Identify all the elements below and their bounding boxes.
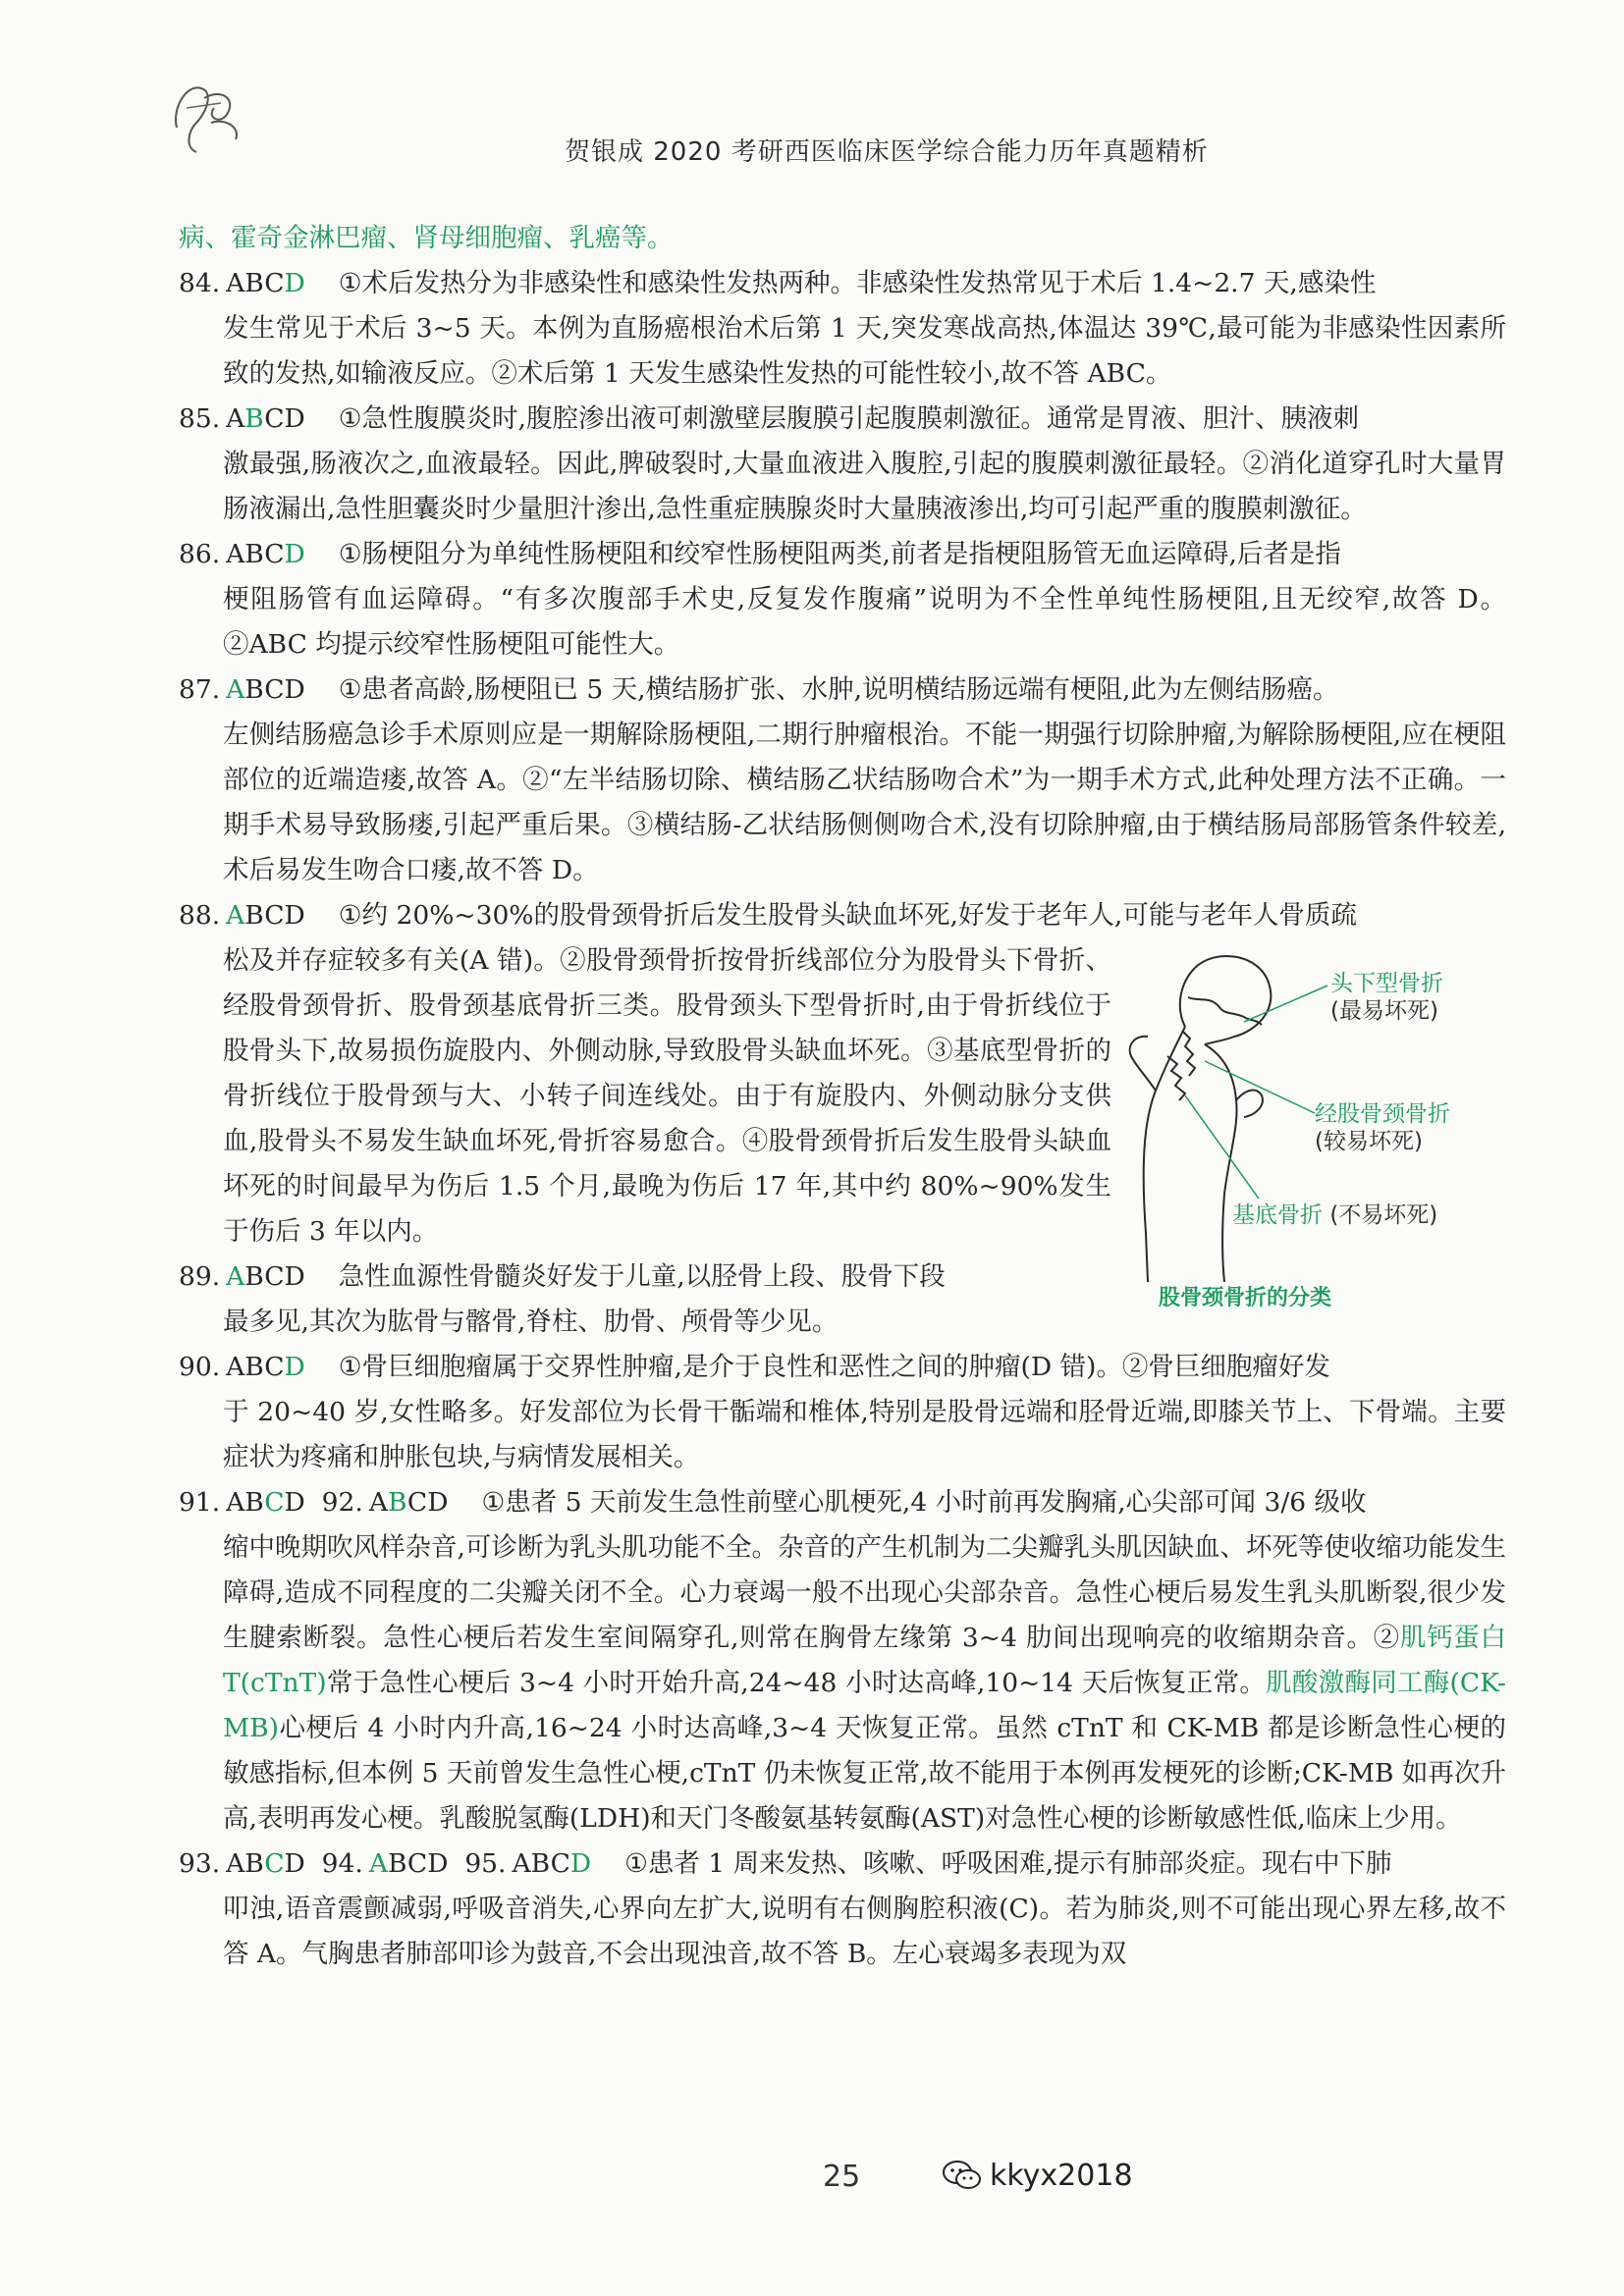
option-letters-after: BCD xyxy=(244,674,305,705)
correct-answer: D xyxy=(284,539,305,569)
correct-answer: C xyxy=(264,1487,285,1518)
term-ctnt: 肌钙蛋白 T(cTnT) xyxy=(223,1623,1507,1698)
explanation-part-c: 心梗后 4 小时内升高,16~24 小时达高峰,3~4 天恢复正常。虽然 cTnT 和 CK-MB 都是诊断急性心梗的敏感指标,但本例 5 天前曾发生急性心梗,cTnT 仍未恢复正常,故不能用于本例再发梗死的诊断;CK-MB 如再次升高,表明再发心梗。乳酸脱氢酶(LDH)和天门冬酸氨基转氨酶(AST)对急性心梗的诊断敏感性低,临床上少用。 xyxy=(223,1713,1506,1834)
question-number: 88. xyxy=(179,900,221,931)
option-letters: AB xyxy=(226,1848,265,1879)
option-letters-after-2: BCD xyxy=(387,1848,449,1879)
femur-illustration xyxy=(1087,938,1519,1311)
term-ckmb: 肌酸激酶同工酶(CK-MB) xyxy=(223,1668,1506,1743)
explanation-text: ①患者 1 周来发热、咳嗽、呼吸困难,提示有肺部炎症。现右中下肺 xyxy=(624,1848,1392,1879)
correct-answer-3: D xyxy=(569,1848,592,1879)
figure-label-note: (不易坏死) xyxy=(1329,1202,1438,1228)
option-letters-after: D xyxy=(284,1848,305,1879)
explanation-continuation: 叩浊,语音震颤减弱,呼吸音消失,心界向左扩大,说明有右侧胸腔积液(C)。若为肺炎,则不可能出现心界左移,故不答 A。气胸患者肺部叩诊为鼓音,不会出现浊音,故不答 B。左心衰竭多表现为双 xyxy=(223,1894,1506,1969)
figure-label-name: 经股骨颈骨折 xyxy=(1315,1101,1450,1127)
explanation-continuation: 梗阻肠管有血运障碍。“有多次腹部手术史,反复发作腹痛”说明为不全性单纯性肠梗阻,且无绞窄,故答 D。②ABC 均提示绞窄性肠梗阻可能性大。 xyxy=(223,584,1506,660)
explanation-continuation: 发生常见于术后 3~5 天。本例为直肠癌根治术后第 1 天,突发寒战高热,体温达 39℃,最可能为非感染性因素所致的发热,如输液反应。②术后第 1 天发生感染性发热的可能性较小,故不答 ABC。 xyxy=(223,313,1506,389)
question-number: 89. xyxy=(179,1261,221,1292)
figure-label-subcapital xyxy=(1330,970,1443,1025)
answer-entry-84 xyxy=(179,261,1506,397)
wechat-icon xyxy=(941,2158,984,2193)
correct-answer-2: A xyxy=(368,1848,388,1879)
answer-entry-90 xyxy=(179,1345,1506,1480)
answer-entry-88-89-with-figure xyxy=(179,893,1506,1345)
answer-entry-88-first xyxy=(179,893,1506,938)
answer-entry-87 xyxy=(179,667,1506,893)
correct-answer: A xyxy=(226,1261,245,1292)
question-number: 93. xyxy=(179,1848,221,1879)
explanation-continuation xyxy=(179,1525,1506,1842)
option-letters: ABC xyxy=(226,268,285,298)
explanation-continuation: 于 20~40 岁,女性略多。好发部位为长骨干骺端和椎体,特别是股骨远端和胫骨近端,即膝关节上、下骨端。主要症状为疼痛和肿胀包块,与病情发展相关。 xyxy=(223,1397,1506,1472)
figure-label-note: (最易坏死) xyxy=(1330,998,1438,1024)
running-header: 贺银成 2020 考研西医临床医学综合能力历年真题精析 xyxy=(565,137,1209,167)
figure-label-name: 基底骨折 xyxy=(1232,1202,1323,1228)
correct-answer: A xyxy=(226,674,245,705)
explanation-continuation-89: 最多见,其次为肱骨与髂骨,脊柱、肋骨、颅骨等少见。 xyxy=(223,1307,839,1337)
wechat-id: kkyx2018 xyxy=(990,2158,1133,2193)
question-number: 86. xyxy=(179,539,221,569)
explanation-continuation: 松及并存症较多有关(A 错)。②股骨颈骨折按骨折线部位分为股骨头下骨折、经股骨颈骨折、股骨颈基底骨折三类。股骨颈头下型骨折时,由于骨折线位于股骨头下,故易损伤旋股内、外侧动脉,导致股骨头缺血坏死。③基底型骨折的骨折线位于股骨颈与大、小转子间连线处。由于有旋股内、外侧动脉分支供血,股骨头不易发生缺血坏死,骨折容易愈合。④股骨颈骨折后发生股骨头缺血坏死的时间最早为伤后 1.5 个月,最晚为伤后 17 年,其中约 80%~90%发生于伤后 3 年以内。 xyxy=(223,945,1111,1247)
lead-line xyxy=(179,216,1506,261)
option-letters-3: ABC xyxy=(512,1848,570,1879)
figure-label-transcervical xyxy=(1315,1100,1450,1155)
explanation-text: 急性血源性骨髓炎好发于儿童,以胫骨上段、股骨下段 xyxy=(338,1261,946,1292)
correct-answer: D xyxy=(284,268,305,298)
option-letters-after: CD xyxy=(264,403,305,434)
answer-entry-89 xyxy=(179,1255,1111,1300)
answer-entry-91-92 xyxy=(179,1480,1506,1842)
option-letters: ABC xyxy=(226,539,285,569)
answer-entry-93-95 xyxy=(179,1842,1506,1977)
question-number-2: 94. xyxy=(321,1848,363,1879)
question-number: 85. xyxy=(179,403,221,434)
answer-entry-85 xyxy=(179,397,1506,532)
publisher-logo-icon xyxy=(167,69,250,162)
question-number: 84. xyxy=(179,268,221,298)
figure-label-basal xyxy=(1232,1201,1437,1229)
correct-answer-2: B xyxy=(387,1487,407,1518)
question-number: 87. xyxy=(179,674,221,705)
explanation-text: ①约 20%~30%的股骨颈骨折后发生股骨头缺血坏死,好发于老年人,可能与老年人骨质疏 xyxy=(338,900,1357,931)
correct-answer: B xyxy=(244,403,265,434)
question-number-3: 95. xyxy=(464,1848,507,1879)
content-body xyxy=(179,216,1506,1977)
option-letters-2: A xyxy=(368,1487,388,1518)
question-number: 90. xyxy=(179,1352,221,1382)
explanation-text: ①骨巨细胞瘤属于交界性肿瘤,是介于良性和恶性之间的肿瘤(D 错)。②骨巨细胞瘤好发 xyxy=(338,1352,1330,1382)
explanation-part-b: 常于急性心梗后 3~4 小时开始升高,24~48 小时达高峰,10~14 天后恢复正常。 xyxy=(326,1668,1267,1698)
correct-answer: A xyxy=(226,900,245,931)
explanation-part-a: 缩中晚期吹风样杂音,可诊断为乳头肌功能不全。杂音的产生机制为二尖瓣乳头肌因缺血、坏死等使收缩功能发生障碍,造成不同程度的二尖瓣关闭不全。心力衰竭一般不出现心尖部杂音。急性心梗后易发生乳头肌断裂,很少发生腱索断裂。急性心梗后若发生室间隔穿孔,则常在胸骨左缘第 3~4 肋间出现响亮的收缩期杂音。② xyxy=(223,1532,1506,1653)
lead-text: 病、霍奇金淋巴瘤、肾母细胞瘤、乳癌等。 xyxy=(179,223,674,253)
correct-answer: D xyxy=(284,1352,305,1382)
wechat-watermark xyxy=(941,2158,1133,2193)
explanation-text: ①肠梗阻分为单纯性肠梗阻和绞窄性肠梗阻两类,前者是指梗阻肠管无血运障碍,后者是指 xyxy=(338,539,1341,569)
answer-entry-86 xyxy=(179,532,1506,667)
option-letters: ABC xyxy=(226,1352,285,1382)
figure-label-note: (较易坏死) xyxy=(1315,1129,1423,1154)
figure-caption: 股骨颈骨折的分类 xyxy=(1159,1286,1332,1310)
femoral-neck-fracture-figure xyxy=(1087,938,1519,1311)
option-letters-after: D xyxy=(284,1487,305,1518)
explanation-continuation: 激最强,肠液次之,血液最轻。因此,脾破裂时,大量血液进入腹腔,引起的腹膜刺激征最轻。②消化道穿孔时大量胃肠液漏出,急性胆囊炎时少量胆汁渗出,急性重症胰腺炎时大量胰液渗出,均可引起严重的腹膜刺激征。 xyxy=(223,449,1506,524)
option-letters-after-2: CD xyxy=(406,1487,449,1518)
explanation-text: ①急性腹膜炎时,腹腔渗出液可刺激壁层腹膜引起腹膜刺激征。通常是胃液、胆汁、胰液刺 xyxy=(338,403,1359,434)
explanation-text: ①患者 5 天前发生急性前壁心肌梗死,4 小时前再发胸痛,心尖部可闻 3/6 级收 xyxy=(481,1487,1367,1518)
explanation-text: ①患者高龄,肠梗阻已 5 天,横结肠扩张、水肿,说明横结肠远端有梗阻,此为左侧结肠癌。 xyxy=(338,674,1339,705)
question-number-2: 92. xyxy=(321,1487,363,1518)
question-number: 91. xyxy=(179,1487,221,1518)
explanation-continuation: 左侧结肠癌急诊手术原则应是一期解除肠梗阻,二期行肿瘤根治。不能一期强行切除肿瘤,为解除肠梗阻,应在梗阻部位的近端造瘘,故答 A。②“左半结肠切除、横结肠乙状结肠吻合术”为一期手术方式,此种处理方法不正确。一期手术易导致肠瘘,引起严重后果。③横结肠-乙状结肠侧侧吻合术,没有切除肿瘤,由于横结肠局部肠管条件较差,术后易发生吻合口瘘,故不答 D。 xyxy=(223,720,1506,885)
option-letters-after: BCD xyxy=(244,900,305,931)
option-letters: AB xyxy=(226,1487,265,1518)
option-letters-after: BCD xyxy=(244,1261,305,1292)
figure-label-name: 头下型骨折 xyxy=(1330,971,1443,996)
page-number: 25 xyxy=(823,2160,861,2194)
option-letters: A xyxy=(226,403,245,434)
explanation-text: ①术后发热分为非感染性和感染性发热两种。非感染性发热常见于术后 1.4~2.7 天,感染性 xyxy=(338,268,1377,298)
correct-answer: C xyxy=(264,1848,285,1879)
